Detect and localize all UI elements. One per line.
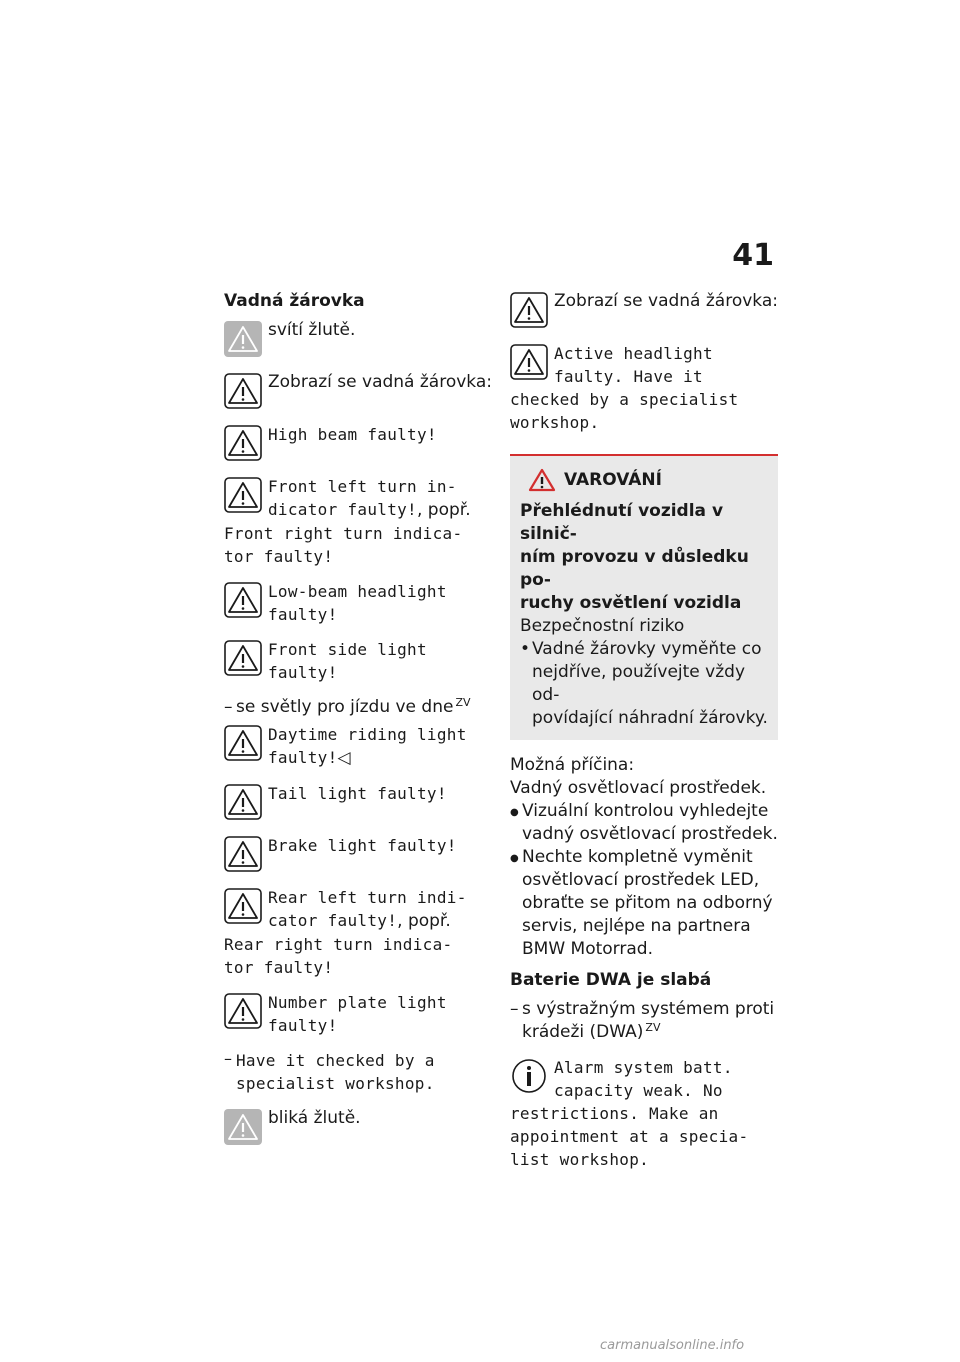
warning-triangle-filled-icon (224, 1109, 262, 1145)
warning-triangle-icon (224, 836, 262, 872)
warning-triangle-icon (224, 373, 262, 409)
warning-title: VAROVÁNÍ (564, 470, 662, 490)
entry-alarm-battery: Alarm system batt. capacity weak. No restrictions. Make an appointment at a specia- list workshop. (510, 1058, 749, 1169)
entry-tail-light: Tail light faulty! (224, 782, 492, 822)
entry-front-turn-indicator: Front left turn in- dicator faulty!, popř. Front right turn indica- tor faulty! (224, 477, 471, 566)
watermark: carmanualsonline.info (600, 1338, 745, 1353)
instruction-have-checked: – Have it checked by a specialist workshop. (224, 1049, 492, 1095)
info-icon (510, 1058, 548, 1094)
entry-daytime-riding-light: Daytime riding light faulty!◁ (224, 723, 492, 770)
entry-brake-light: Brake light faulty! (224, 834, 492, 874)
warning-title-row (520, 468, 768, 492)
warning-triangle-filled-icon (224, 321, 262, 357)
entry-shows-faulty: Zobrazí se vadná žárovka: (224, 371, 492, 411)
warning-red-triangle-icon (528, 468, 556, 492)
warning-triangle-icon (224, 582, 262, 618)
warning-triangle-icon (224, 425, 262, 461)
warning-triangle-icon (510, 292, 548, 328)
warning-bullet: • Vadné žárovky vyměňte co nejdříve, používejte vždy od- povídající náhradní žárovky. (520, 638, 768, 730)
entry-low-beam: Low-beam headlight faulty! (224, 580, 492, 626)
warning-triangle-icon (224, 725, 262, 761)
warning-triangle-icon (510, 344, 548, 380)
entry-shows-faulty-right: Zobrazí se vadná žárovka: (510, 290, 778, 330)
cause-text: Vadný osvětlovací prostředek. (510, 778, 767, 798)
condition-dwa: – s výstražným systémem proti krádeži (DWA) $^{ZV}$ (510, 998, 778, 1044)
condition-daytime-lights: – se světly pro jízdu ve dne $^{ZV}$ (224, 696, 492, 719)
daytime-light-symbol: ◁ (337, 748, 351, 768)
entry-active-headlight: Active headlight faulty. Have it checked by a specialist workshop. (510, 344, 739, 432)
section-heading-faulty-bulb: Vadná žárovka (224, 291, 365, 311)
warning-triangle-icon (224, 640, 262, 676)
entry-number-plate-light: Number plate light faulty! (224, 991, 492, 1037)
warning-risk: Bezpečnostní riziko (520, 616, 685, 636)
warning-triangle-icon (224, 784, 262, 820)
page-number: 41 (732, 238, 774, 273)
warning-triangle-icon (224, 888, 262, 924)
entry-lit-yellow: svítí žlutě. (224, 319, 492, 359)
cause-label: Možná příčina: (510, 755, 635, 775)
warning-box: VAROVÁNÍ Přehlédnutí vozidla v silnič- ním provozu v důsledku po- ruchy osvětlení vozidla Bezpečnostní riziko • Vadné žárovky vyměňte co nejdříve, používejte vždy od- povídající náhradní žárovky. (510, 454, 778, 740)
entry-rear-turn-indicator: Rear left turn indi- cator faulty!, popř. Rear right turn indica- tor faulty! (224, 888, 467, 977)
entry-high-beam: High beam faulty! (224, 423, 492, 463)
entry-flashes-yellow: bliká žlutě. (224, 1107, 492, 1147)
warning-triangle-icon (224, 993, 262, 1029)
section-heading-dwa-battery: Baterie DWA je slabá (510, 970, 712, 990)
entry-front-side-light: Front side light faulty! (224, 638, 492, 684)
right-column (510, 290, 778, 1183)
left-column (224, 290, 492, 1159)
step-visual-check: ● Vizuální kontrolou vyhledejte vadný osvětlovací prostředek. (510, 800, 778, 846)
warning-triangle-icon (224, 477, 262, 513)
step-replace-led: ● Nechte kompletně vyměnit osvětlovací prostředek LED, obraťte se přitom na odborný servis, nejlépe na partnera BMW Motorrad. (510, 846, 778, 961)
